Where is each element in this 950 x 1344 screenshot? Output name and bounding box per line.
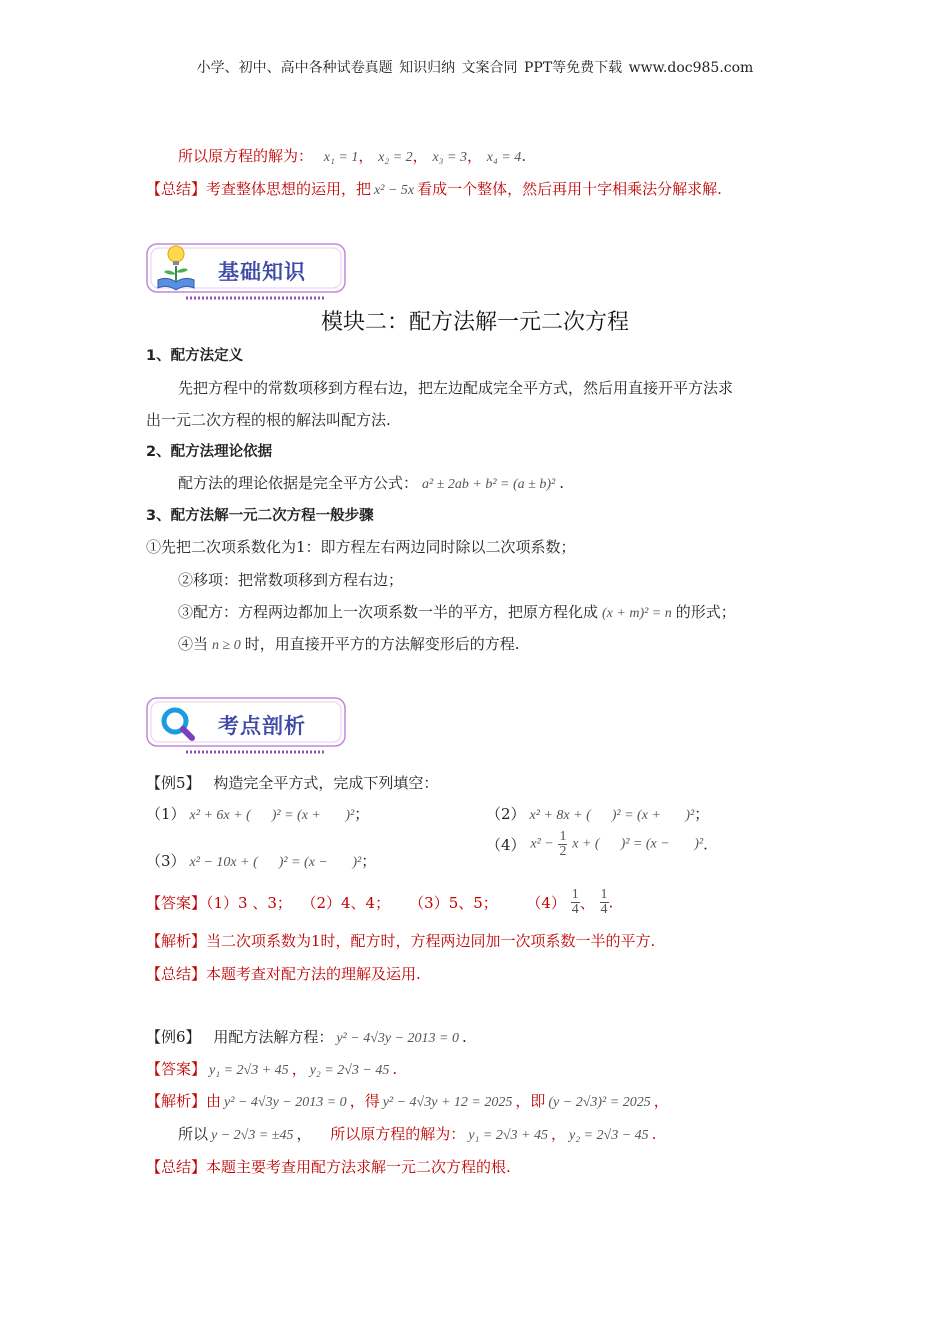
prev-solution-lead: 所以原方程的解为：	[178, 147, 314, 165]
analysis-math: y₂ = 2√3 − 45	[569, 1128, 649, 1143]
item-number: （4）	[486, 836, 526, 854]
banner-exam-points	[146, 692, 351, 758]
root-2: x₂ = 2	[378, 150, 413, 165]
end: .	[392, 1060, 398, 1078]
end: .	[521, 147, 527, 165]
end: .	[651, 1125, 657, 1143]
step-3-text: ③配方：方程两边都加上一次项系数一半的平方，把原方程化成	[178, 603, 599, 621]
step-3-text: 的形式；	[675, 603, 736, 621]
step-4-text: ④当	[178, 635, 209, 653]
lightbulb-book-icon	[154, 242, 198, 292]
fraction-quarter	[571, 888, 580, 917]
analysis-text: ，	[296, 1125, 312, 1143]
answer-tag: 【答案】	[146, 894, 207, 912]
example-6-analysis	[146, 1090, 669, 1111]
step-4-math: n ≥ 0	[212, 638, 241, 653]
prev-solution	[178, 145, 526, 166]
item-number: （3）	[146, 852, 186, 870]
analysis-text: ，得	[349, 1092, 380, 1110]
fraction-numerator: 1	[600, 887, 608, 902]
prev-summary	[146, 178, 722, 199]
summary-math: x² − 5x	[374, 183, 415, 198]
formula-lead: 配方法的理论依据是完全平方公式：	[178, 474, 419, 492]
item-math: x² + 6x + ( )² = (x + )²	[189, 808, 355, 823]
item-math: x² −	[530, 836, 554, 852]
fraction-denominator: 2	[559, 844, 567, 859]
fraction-numerator: 1	[559, 829, 567, 844]
example-6-answer	[146, 1058, 397, 1079]
item-math: x² + 8x + ( )² = (x + )²	[529, 808, 695, 823]
step-1: ①先把二次项系数化为1：即方程左右两边同时除以二次项系数；	[146, 538, 576, 556]
sep: ，	[291, 1060, 307, 1078]
summary-text: 看成一个整体，然后再用十字相乘法分解求解.	[417, 180, 722, 198]
banner-label: 基础知识	[218, 260, 306, 284]
step-4-text: 时，用直接开平方的方法解变形后的方程.	[244, 635, 520, 653]
fraction-quarter	[600, 888, 609, 917]
analysis-text: ，即	[515, 1092, 546, 1110]
sep: ，	[466, 147, 482, 165]
section-1-paragraph-line1: 先把方程中的常数项移到方程右边，把左边配成完全平方式，然后用直接开平方法求	[178, 379, 734, 397]
analysis-text: 所以原方程的解为：	[330, 1125, 466, 1143]
example-5-analysis	[146, 930, 655, 951]
example-question: 用配方法解方程：	[213, 1028, 334, 1046]
sep: ，	[550, 1125, 566, 1143]
analysis-text: 当二次项系数为1时，配方时，方程两边同加一次项系数一半的平方.	[206, 932, 656, 950]
end: ；	[361, 852, 377, 870]
end: ；	[694, 805, 710, 823]
fraction-half	[558, 830, 567, 859]
summary-text: 本题考查对配方法的理解及运用.	[206, 965, 421, 983]
analysis-math: y − 2√3 = ±45	[211, 1128, 294, 1143]
magnifier-icon	[160, 706, 196, 742]
example-5-answer	[146, 888, 613, 917]
example-6-analysis-line2	[178, 1123, 656, 1144]
example-6-question	[146, 1026, 467, 1047]
page-header: 小学、初中、高中各种试卷真题 知识归纳 文案合同 PPT等免费下载 www.doc985.com	[196, 60, 754, 76]
perfect-square-formula: a² ± 2ab + b² = (a ± b)²	[422, 477, 556, 492]
end: ；	[354, 805, 370, 823]
item-math: x + ( )² = (x − )²	[572, 836, 704, 852]
fraction-denominator: 4	[571, 902, 579, 917]
section-2-title: 2、配方法理论依据	[146, 444, 273, 460]
root-4: x₄ = 4	[486, 150, 522, 165]
example-5-summary	[146, 963, 421, 984]
banner-label: 考点剖析	[218, 714, 306, 738]
root-3: x₃ = 3	[432, 150, 467, 165]
fill-item-4	[486, 830, 708, 859]
end: .	[703, 835, 708, 854]
summary-tag: 【总结】	[146, 180, 207, 198]
answer-text: （1）3 、3； （2）4、4； （3）5、5； （4）	[206, 894, 566, 912]
answer-math: y₁ = 2√3 + 45	[209, 1063, 289, 1078]
summary-text: 本题主要考查用配方法求解一元二次方程的根.	[206, 1158, 511, 1176]
example-question: 构造完全平方式，完成下列填空：	[213, 774, 439, 792]
section-1-title: 1、配方法定义	[146, 348, 244, 364]
analysis-math: (y − 2√3)² = 2025	[548, 1095, 651, 1110]
analysis-text: 由	[206, 1092, 222, 1110]
end: .	[559, 474, 564, 492]
analysis-text: 所以	[178, 1125, 209, 1143]
example-label: 【例6】	[146, 1028, 201, 1046]
answer-tag: 【答案】	[146, 1060, 207, 1078]
analysis-math: y² − 4√3y + 12 = 2025	[382, 1095, 513, 1110]
answer-math: y₂ = 2√3 − 45	[309, 1063, 390, 1078]
module-title: 模块二：配方法解一元二次方程	[320, 310, 629, 335]
fraction-numerator: 1	[571, 887, 579, 902]
section-2-text	[178, 472, 564, 493]
sep: ，	[358, 147, 374, 165]
section-3-title: 3、配方法解一元二次方程一般步骤	[146, 508, 374, 524]
step-3	[178, 601, 736, 622]
item-number: （1）	[146, 805, 186, 823]
root-1: x₁ = 1	[323, 150, 359, 165]
summary-text: 考查整体思想的运用，把	[206, 180, 372, 198]
item-number: （2）	[486, 805, 526, 823]
fill-item-1	[146, 803, 369, 824]
step-2: ②移项：把常数项移到方程右边；	[178, 571, 404, 589]
example-label: 【例5】	[146, 774, 201, 792]
fraction-denominator: 4	[600, 902, 608, 917]
analysis-math: y² − 4√3y − 2013 = 0	[224, 1095, 347, 1110]
summary-tag: 【总结】	[146, 965, 207, 983]
fill-item-2	[486, 803, 709, 824]
banner-basic-knowledge	[146, 238, 351, 304]
analysis-math: y₁ = 2√3 + 45	[468, 1128, 548, 1143]
end: .	[608, 893, 614, 912]
analysis-text: ，	[653, 1092, 669, 1110]
section-1-paragraph-line2: 出一元二次方程的根的解法叫配方法.	[146, 411, 391, 429]
end: .	[462, 1028, 467, 1046]
summary-tag: 【总结】	[146, 1158, 207, 1176]
step-4	[178, 633, 519, 654]
example-6-summary	[146, 1156, 511, 1177]
sep: ，	[412, 147, 428, 165]
example-5-question	[146, 772, 438, 793]
fill-item-3	[146, 850, 376, 871]
analysis-tag: 【解析】	[146, 932, 207, 950]
item-math: x² − 10x + ( )² = (x − )²	[189, 855, 362, 870]
sep: 、	[579, 894, 595, 912]
question-math: y² − 4√3y − 2013 = 0	[336, 1031, 459, 1046]
step-3-math: (x + m)² = n	[602, 606, 672, 621]
analysis-tag: 【解析】	[146, 1092, 207, 1110]
